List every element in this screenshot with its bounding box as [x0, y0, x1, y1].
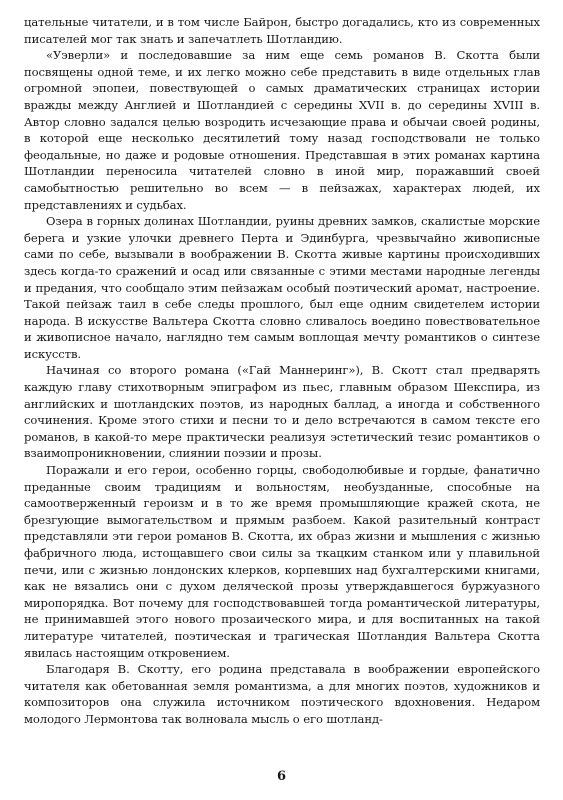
- paragraph-waverley-novels: «Уэверли» и последовавшие за ним еще семь романов В. Скотта были посвящены одной теме, и их легко можно себе представить в виде отдельных глав огромной эпопеи, повествующей о самых драматических страницах истории вражды между Англией и Шотландией с середины XVII в. до середины XVIII в. Автор словно задался целью возродить исчезающие права и обычаи своей родины, в которой еще несколько десятилетий тому назад господствовали не только феодальные, но даже и родовые отношения. Представшая в этих романах картина Шотландии переносила читателей словно в иной мир, поражавший своей самобытностью решительно во всем — в пейзажах, характерах людей, их представлениях и судьбах.: [24, 48, 540, 212]
- paragraph-scottish-landscapes: Озера в горных долинах Шотландии, руины древних замков, скалистые морские берега и узкие улочки древнего Перта и Эдинбурга, чрезвычайно живописные сами по себе, вызывали в воображении В. Скотта живые картины происходивших здесь когда-то сражений и осад или связанные с этими местами народные легенды и предания, что сообщало этим пейзажам особый поэтический аромат, настроение. Такой пейзаж таил в себе следы прошлого, был еще одним свидетелем истории народа. В искусстве Вальтера Скотта словно сливалось воедино повествовательное и живописное начало, наглядно тем самым воплощая мечту романтиков о синтезе искусств.: [24, 214, 540, 361]
- paragraph-heroes: Поражали и его герои, особенно горцы, свободолюбивые и гордые, фанатично преданные своим традициям и вольностям, необузданные, способные на самоотверженный героизм и в то же время промышляющие кражей скота, не брезгующие вымогательством и прямым разбоем. Какой разительный контраст представляли эти герои романов В. Скотта, их образ жизни и мышления с жизнью фабричного люда, истощавшего свои силы за ткацким станком или у плавильной печи, или с жизнью лондонских клерков, корпевших над бухгалтерскими книгами, как не вязались они с духом деляческой прозы утверждавшегося буржуазного миропорядка. Вот почему для господствовавшей тогда романтической литературы, не принимавшей этого нового прозаического мира, и для воспитанных на такой литературе читателей, поэтическая и трагическая Шотландия Вальтера Скотта явилась настоящим откровением.: [24, 463, 540, 660]
- page-number: 6: [276, 769, 287, 784]
- paragraph-romantic-homeland: Благодаря В. Скотту, его родина представала в воображении европейского читателя как обетованная земля романтизма, а для многих поэтов, художников и композиторов она служила источником поэтического вдохновения. Недаром молодого Лермонтова так волновала мысль о его шотланд-: [24, 662, 540, 726]
- book-page: [24, 14, 540, 786]
- paragraph-continuation: цательные читатели, и в том числе Байрон, быстро догадались, кто из современных писателей мог так знать и запечатлеть Шотландию.: [24, 15, 540, 46]
- paragraph-epigraphs: Начиная со второго романа («Гай Маннеринг»), В. Скотт стал предварять каждую главу стихотворным эпиграфом из пьес, главным образом Шекспира, из английских и шотландских поэтов, из народных баллад, а иногда и собственного сочинения. Кроме этого стихи и песни то и дело встречаются в самом тексте его романов, в какой-то мере практически реализуя эстетический тезис романтиков о взаимопроникновении, слиянии поэзии и прозы.: [24, 363, 540, 461]
- body-text: [24, 14, 540, 728]
